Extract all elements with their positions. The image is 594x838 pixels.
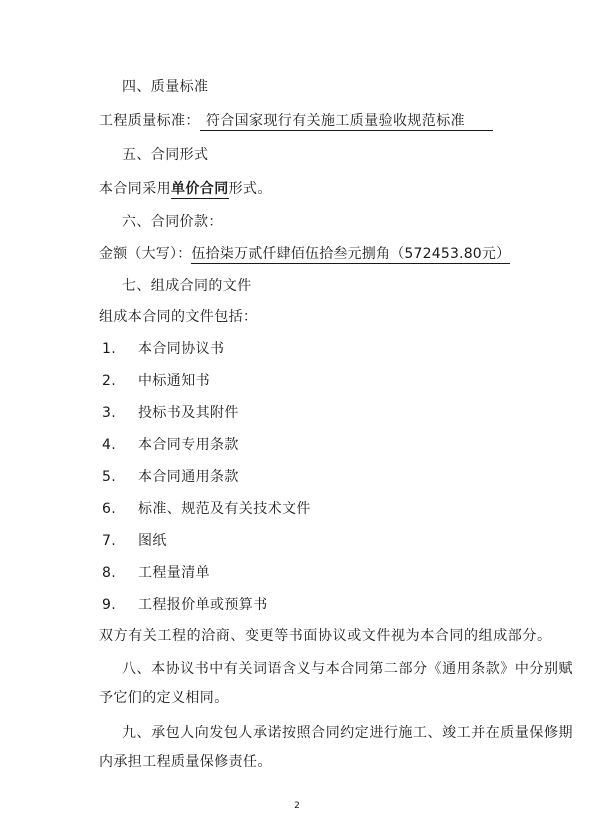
list-item-text: 本合同专用条款 <box>138 437 239 453</box>
list-item-number: 3. <box>102 405 117 421</box>
section-7-intro: 组成本合同的文件包括： <box>99 309 258 325</box>
list-item-text: 中标通知书 <box>138 373 210 389</box>
contract-form-suffix: 形式。 <box>228 181 272 197</box>
list-item <box>102 340 224 358</box>
list-item <box>102 532 167 550</box>
list-item-text: 投标书及其附件 <box>138 405 239 421</box>
list-item-text: 标准、规范及有关技术文件 <box>138 501 311 517</box>
list-item-number: 4. <box>102 437 117 453</box>
list-item-number: 6. <box>102 501 117 517</box>
list-item-text: 本合同通用条款 <box>138 469 239 485</box>
contract-price-line <box>99 245 510 263</box>
quality-standard-line <box>99 112 493 130</box>
quality-standard-value: 符合国家现行有关施工质量验收规范标准 <box>200 113 493 131</box>
contract-price-label: 金额（大写）： <box>99 246 192 262</box>
section-7-closing: 双方有关工程的洽商、变更等书面协议或文件视为本合同的组成部分。 <box>99 628 552 644</box>
list-item <box>102 500 311 518</box>
list-item <box>102 404 239 422</box>
list-item-text: 工程量清单 <box>138 565 210 581</box>
contract-form-line <box>99 180 272 198</box>
contract-price-value: 伍拾柒万贰仟肆佰伍拾叁元捌角（572453.80元） <box>191 246 511 262</box>
section-9-line-2: 内承担工程质量保修责任。 <box>99 754 272 770</box>
list-item-number: 8. <box>102 565 117 581</box>
list-item-number: 1. <box>102 341 117 357</box>
section-8-line-2: 予它们的定义相同。 <box>99 690 229 706</box>
list-item <box>102 596 268 614</box>
list-item-text: 图纸 <box>138 533 167 549</box>
list-item-number: 9. <box>102 597 117 613</box>
list-item-text: 本合同协议书 <box>138 341 225 357</box>
section-7-heading: 七、组成合同的文件 <box>122 278 252 294</box>
list-item <box>102 372 210 390</box>
section-4-heading: 四、质量标准 <box>122 79 209 95</box>
page-number: 2 <box>294 801 300 811</box>
list-item <box>102 468 239 486</box>
list-item <box>102 436 239 454</box>
contract-form-prefix: 本合同采用 <box>99 181 171 197</box>
list-item-number: 5. <box>102 469 117 485</box>
quality-standard-label: 工程质量标准： <box>99 113 200 129</box>
section-6-heading: 六、合同价款： <box>122 214 223 230</box>
section-5-heading: 五、合同形式 <box>122 147 209 163</box>
contract-form-value: 单价合同 <box>171 181 229 197</box>
section-8-line-1: 八、本协议书中有关词语含义与本合同第二部分《通用条款》中分别赋 <box>122 661 574 677</box>
list-item-text: 工程报价单或预算书 <box>138 597 268 613</box>
list-item <box>102 564 210 582</box>
list-item-number: 7. <box>102 533 117 549</box>
section-9-line-1: 九、承包人向发包人承诺按照合同约定进行施工、竣工并在质量保修期 <box>122 725 574 741</box>
list-item-number: 2. <box>102 373 117 389</box>
